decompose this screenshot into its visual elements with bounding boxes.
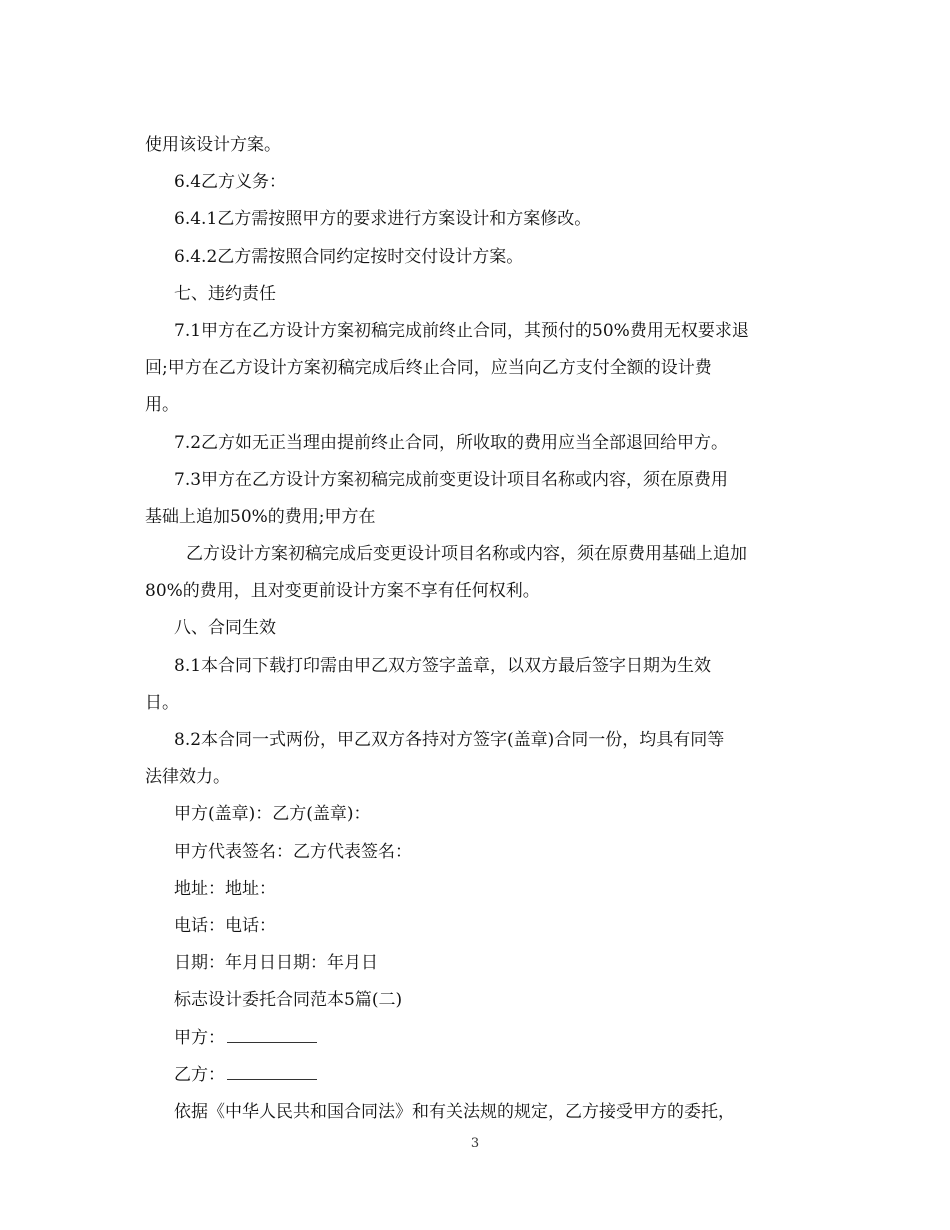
text-line: 8.2本合同一式两份，甲乙双方各持对方签字(盖章)合同一份，均具有同等: [174, 730, 725, 750]
text-line: 用。: [145, 395, 179, 416]
section-title: 标志设计委托合同范本5篇(二): [174, 990, 403, 1011]
signature-line: 甲方代表签名：乙方代表签名：: [174, 841, 412, 862]
section-heading: 七、违约责任: [174, 283, 276, 304]
text-line: 日。: [145, 692, 179, 713]
party-a-line: [145, 1020, 810, 1057]
signature-line: 日期：年月日日期：年月日: [174, 953, 378, 974]
signature-line: 电话：电话：: [174, 915, 276, 936]
page-number: 3: [470, 1136, 480, 1151]
party-a-blank: [227, 1028, 317, 1043]
text-line: 使用该设计方案。: [145, 135, 281, 155]
party-b-blank: [227, 1065, 317, 1080]
text-line: 法律效力。: [145, 767, 230, 788]
text-line: 6.4乙方义务：: [174, 172, 287, 193]
section-heading: 八、合同生效: [174, 618, 276, 639]
party-b-label: 乙方：: [174, 1064, 225, 1085]
text-line: 7.1甲方在乙方设计方案初稿完成前终止合同，其预付的50%费用无权要求退: [174, 320, 749, 341]
party-b-line: [145, 1057, 810, 1094]
text-line: 6.4.1乙方需按照甲方的要求进行方案设计和方案修改。: [174, 209, 592, 230]
text-line: 7.3甲方在乙方设计方案初稿完成前变更设计项目名称或内容，须在原费用: [174, 469, 729, 490]
text-line: 80%的费用，且对变更前设计方案不享有任何权利。: [145, 581, 540, 602]
signature-line: 地址：地址：: [174, 878, 276, 899]
text-line: 基础上追加50%的费用;甲方在: [145, 506, 376, 527]
text-line: 回;甲方在乙方设计方案初稿完成后终止合同，应当向乙方支付全额的设计费: [145, 358, 712, 379]
party-a-label: 甲方：: [174, 1027, 225, 1048]
text-line: 8.1本合同下载打印需由甲乙双方签字盖章，以双方最后签字日期为生效: [174, 655, 712, 676]
signature-line: 甲方(盖章)：乙方(盖章)：: [174, 804, 371, 825]
text-line: 6.4.2乙方需按照合同约定按时交付设计方案。: [174, 246, 524, 267]
document-body: [145, 127, 810, 1131]
text-line: 依据《中华人民共和国合同法》和有关法规的规定，乙方接受甲方的委托，: [174, 1101, 735, 1122]
text-line: 7.2乙方如无正当理由提前终止合同，所收取的费用应当全部退回给甲方。: [174, 432, 729, 453]
text-line: 乙方设计方案初稿完成后变更设计项目名称或内容，须在原费用基础上追加: [186, 544, 747, 565]
